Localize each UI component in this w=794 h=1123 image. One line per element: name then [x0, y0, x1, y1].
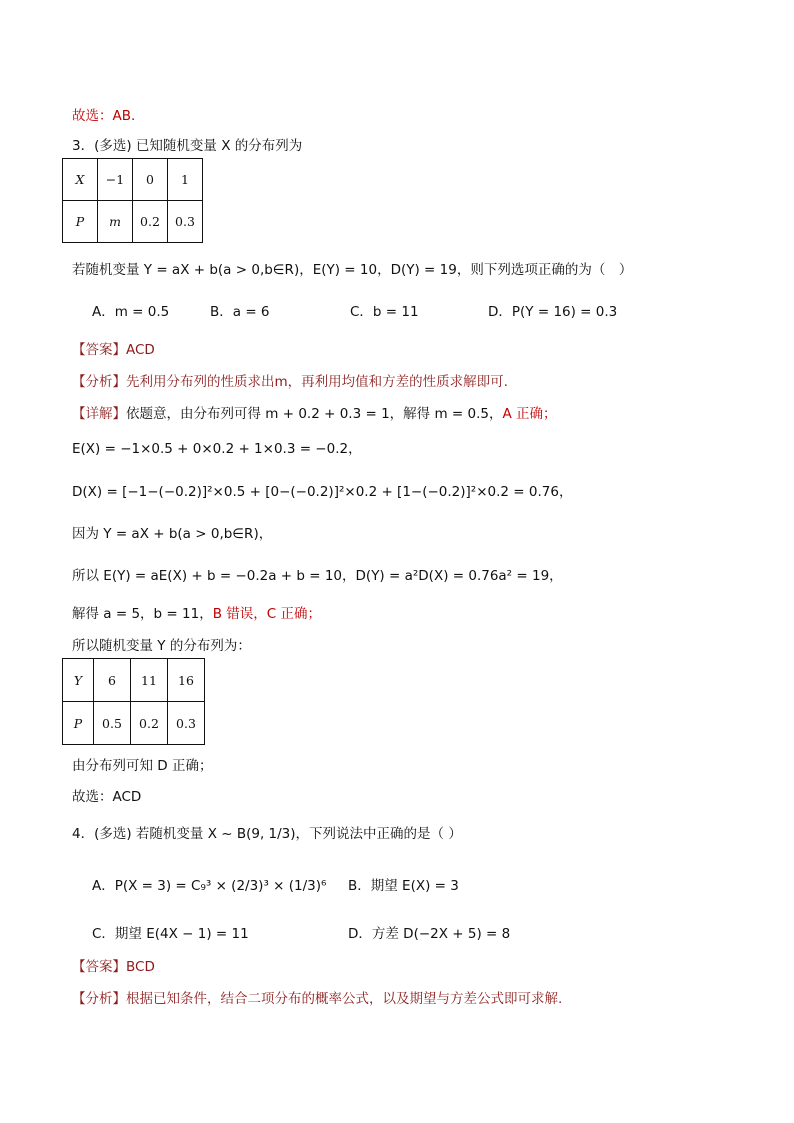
detail-conclusion: A 正确；: [502, 406, 557, 422]
answer-value: ACD: [126, 342, 155, 358]
answer-tag: 【答案】: [72, 959, 126, 975]
q3-option-b: B．a = 6: [210, 304, 270, 320]
table-cell: 0: [133, 159, 168, 201]
q3-option-c: C．b = 11: [350, 304, 419, 320]
analysis-text: 根据已知条件，结合二项分布的概率公式，以及期望与方差公式即可求解.: [126, 991, 563, 1007]
because-line: 因为 Y = aX + b(a > 0,b∈R)，: [72, 526, 273, 542]
q4-option-b: B．期望 E(X) = 3: [348, 878, 459, 894]
table-cell: 0.2: [133, 201, 168, 243]
solve-line: [72, 602, 321, 622]
analysis-4: [72, 987, 562, 1007]
detail-3: [72, 402, 557, 422]
answer-tag: 【答案】: [72, 342, 126, 358]
table-cell: P: [63, 201, 98, 243]
detail-text: 依题意，由分布列可得 m + 0.2 + 0.3 = 1，解得 m = 0.5，: [126, 406, 503, 422]
analysis-tag: 【分析】: [72, 991, 126, 1007]
table-cell: 6: [94, 659, 131, 702]
analysis-tag: 【分析】: [72, 374, 126, 390]
distribution-table-y: [62, 658, 205, 745]
q4-option-c: C．期望 E(4X − 1) = 11: [92, 926, 249, 942]
expectation-line: E(X) = −1×0.5 + 0×0.2 + 1×0.3 = −0.2，: [72, 441, 362, 457]
table-cell: 16: [168, 659, 205, 702]
variance-line: D(X) = [−1−(−0.2)]²×0.5 + [0−(−0.2)]²×0.2 + [1−(−0.2)]²×0.2 = 0.76，: [72, 484, 573, 500]
table-cell: Y: [63, 659, 94, 702]
solve-conclusion: B 错误，C 正确；: [212, 606, 321, 622]
answer-3: [72, 338, 155, 358]
q4-option-d: D．方差 D(−2X + 5) = 8: [348, 926, 511, 942]
table-cell: 1: [168, 159, 203, 201]
question-4-stem: 4．(多选) 若随机变量 X ~ B(9, 1/3)，下列说法中正确的是（ ）: [72, 826, 462, 842]
q3-option-d: D．P(Y = 16) = 0.3: [488, 304, 618, 320]
distribution-table-x: [62, 158, 203, 243]
answer-4: [72, 955, 155, 975]
answer-line-ab: 故选：AB.: [72, 108, 136, 124]
q3-option-a: A．m = 0.5: [92, 304, 170, 320]
d-correct-line: 由分布列可知 D 正确；: [72, 758, 213, 774]
question-3-stem: 3．(多选) 已知随机变量 X 的分布列为: [72, 138, 303, 154]
q4-option-a: A．P(X = 3) = C₉³ × (2/3)³ × (1/3)⁶: [92, 878, 327, 894]
solve-text: 解得 a = 5，b = 11，: [72, 606, 213, 622]
analysis-3: [72, 370, 508, 390]
table-cell: 0.3: [168, 702, 205, 745]
question-3-condition: 若随机变量 Y = aX + b(a > 0,b∈R)，E(Y) = 10，D(Y) = 19，则下列选项正确的为（ ）: [72, 262, 633, 278]
therefore-line: 所以 E(Y) = aE(X) + b = −0.2a + b = 10，D(Y) = a²D(X) = 0.76a² = 19，: [72, 568, 563, 584]
answer-line-acd: 故选：ACD: [72, 789, 142, 805]
table-cell: X: [63, 159, 98, 201]
analysis-text: 先利用分布列的性质求出m，再利用均值和方差的性质求解即可.: [126, 374, 508, 390]
y-distribution-intro: 所以随机变量 Y 的分布列为：: [72, 638, 251, 654]
detail-tag: 【详解】: [72, 406, 126, 422]
table-cell: 0.3: [168, 201, 203, 243]
table-cell: 11: [131, 659, 168, 702]
answer-value: BCD: [126, 959, 155, 975]
table-cell: 0.2: [131, 702, 168, 745]
table-cell: P: [63, 702, 94, 745]
table-cell: 0.5: [94, 702, 131, 745]
table-cell: −1: [98, 159, 133, 201]
table-cell: m: [98, 201, 133, 243]
